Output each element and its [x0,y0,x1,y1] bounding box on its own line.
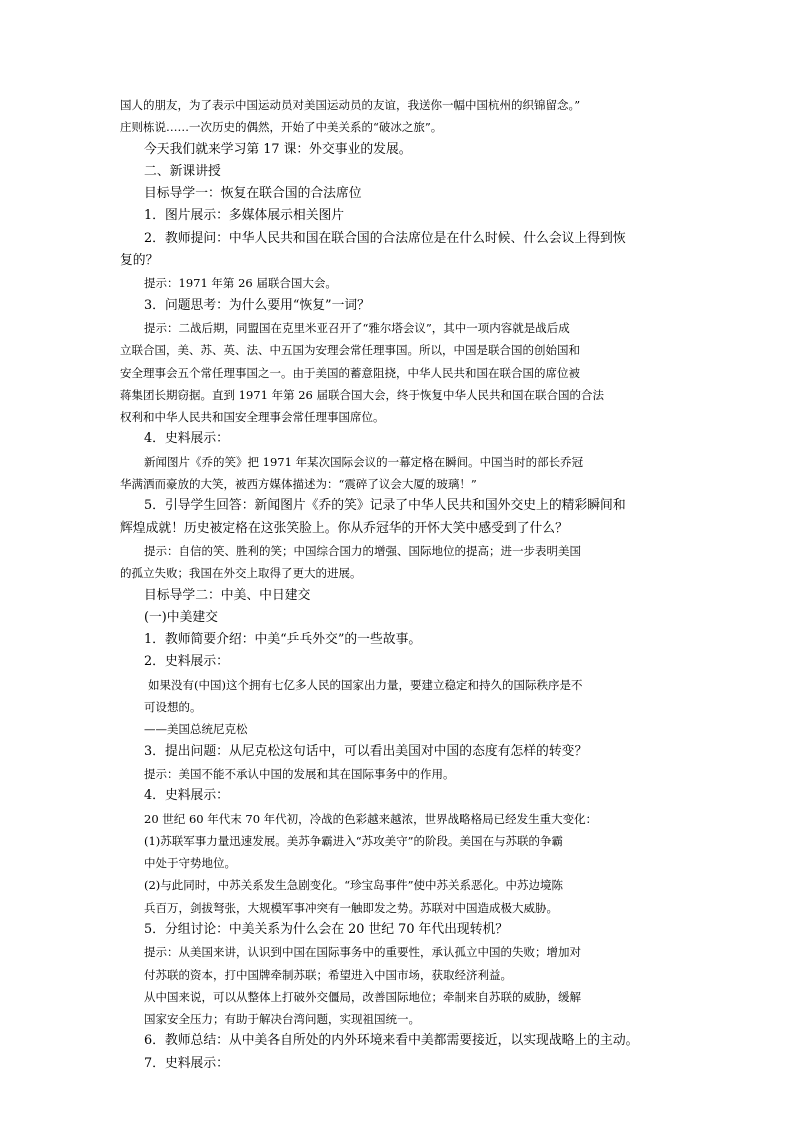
text-line: 新闻图片《乔的笑》把 1971 年某次国际会议的一幕定格在瞬间。中国当时的部长乔冠 [144,454,584,469]
text-line: 3．提出问题：从尼克松这句话中，可以看出美国对中国的态度有怎样的转变？ [144,743,588,759]
text-line: 1．教师简要介绍：中美“乒乓外交”的一些故事。 [144,632,422,648]
text-line: 付苏联的资本，打中国牌牵制苏联；希望进入中国市场，获取经济利益。 [144,967,512,982]
text-line: 权利和中华人民共和国安全理事会常任理事国席位。 [120,410,385,425]
text-line: 4．史料展示： [144,788,229,804]
text-line: 提示：自信的笑、胜利的笑；中国综合国力的增强、国际地位的提高；进一步表明美国 [144,543,581,558]
text-line: 华满洒而豪放的大笑，被西方媒体描述为：“震碎了议会大厦的玻璃！” [120,477,477,492]
text-line: 5．分组讨论：中美关系为什么会在 20 世纪 70 年代出现转机？ [144,921,509,937]
text-line: 今天我们就来学习第 17 课：外交事业的发展。 [144,141,412,157]
text-line: 20 世纪 60 年代末 70 年代初，冷战的色彩越来越浓，世界战略格局已经发生重大变化： [144,811,598,826]
text-line: 7．史料展示： [144,1055,229,1071]
text-line: 2．史料展示： [144,654,229,670]
text-line: 立联合国，美、苏、英、法、中五国为安理会常任理事国。所以，中国是联合国的创始国和 [120,343,580,358]
text-line: 安全理事会五个常任理事国之一。由于美国的蓄意阻挠，中华人民共和国在联合国的席位被 [120,365,580,380]
text-line: 中处于守势地位。 [144,856,236,871]
document-body [120,94,680,1075]
text-line: 复的？ [120,253,159,269]
text-line: 辉煌成就！历史被定格在这张笑脸上。你从乔冠华的开怀大笑中感受到了什么？ [120,520,568,536]
text-line: 2．教师提问：中华人民共和国在联合国的合法席位是在什么时候、什么会议上得到恢 [144,230,626,246]
text-line: 如果没有(中国)这个拥有七亿多人民的国家出力量，要建立稳定和持久的国际秩序是不 [148,677,583,692]
text-line: 提示：从美国来讲，认识到中国在国际事务中的重要性，承认孤立中国的失败；增加对 [144,945,581,960]
text-line: 5．引导学生回答：新闻图片《乔的笑》记录了中华人民共和国外交史上的精彩瞬间和 [144,498,626,514]
text-line: 从中国来说，可以从整体上打破外交僵局，改善国际地位；牵制来自苏联的威胁，缓解 [144,989,581,1004]
text-line: 可设想的。 [144,700,202,715]
text-line: 目标导学二：中美、中日建交 [144,587,311,603]
text-line: 提示：二战后期，同盟国在克里米亚召开了“雅尔塔会议”，其中一项内容就是战后成 [144,320,570,335]
text-line: 国人的朋友，为了表示中国运动员对美国运动员的友谊，我送你一幅中国杭州的织锦留念。” [120,98,581,112]
text-line: (1)苏联军事力量迅速发展。美苏争霸进入“苏攻美守”的阶段。美国在与苏联的争霸 [144,833,564,848]
text-line: 庄则栋说……一次历史的偶然，开始了中美关系的“破冰之旅”。 [120,120,443,135]
text-line: (一)中美建交 [144,609,218,625]
text-line: 4．史料展示： [144,431,229,447]
text-line: 6．教师总结：从中美各自所处的内外环境来看中美都需要接近，以实现战略上的主动。 [144,1033,639,1049]
text-line: 国家安全压力；有助于解决台湾问题，实现祖国统一。 [144,1012,420,1027]
text-line: ——美国总统尼克松 [144,722,248,737]
text-line: 3．问题思考：为什么要用“恢复”一词？ [144,297,370,313]
text-line: (2)与此同时，中苏关系发生急剧变化。“珍宝岛事件”使中苏关系恶化。中苏边境陈 [144,878,564,893]
text-line: 的孤立失败；我国在外交上取得了更大的进展。 [120,566,362,581]
text-line: 提示：1971 年第 26 届联合国大会。 [144,276,337,291]
text-line: 目标导学一：恢复在联合国的合法席位 [144,186,362,202]
text-line: 提示：美国不能不承认中国的发展和其在国际事务中的作用。 [144,766,455,781]
text-line: 二、新课讲授 [144,163,221,179]
text-line: 兵百万，剑拔弩张，大规模军事冲突有一触即发之势。苏联对中国造成极大威胁。 [144,900,558,915]
text-line: 蒋集团长期窃据。直到 1971 年第 26 届联合国大会，终于恢复中华人民共和国在联合国的合法 [120,387,605,402]
text-line: 1．图片展示：多媒体展示相关图片 [144,208,345,224]
